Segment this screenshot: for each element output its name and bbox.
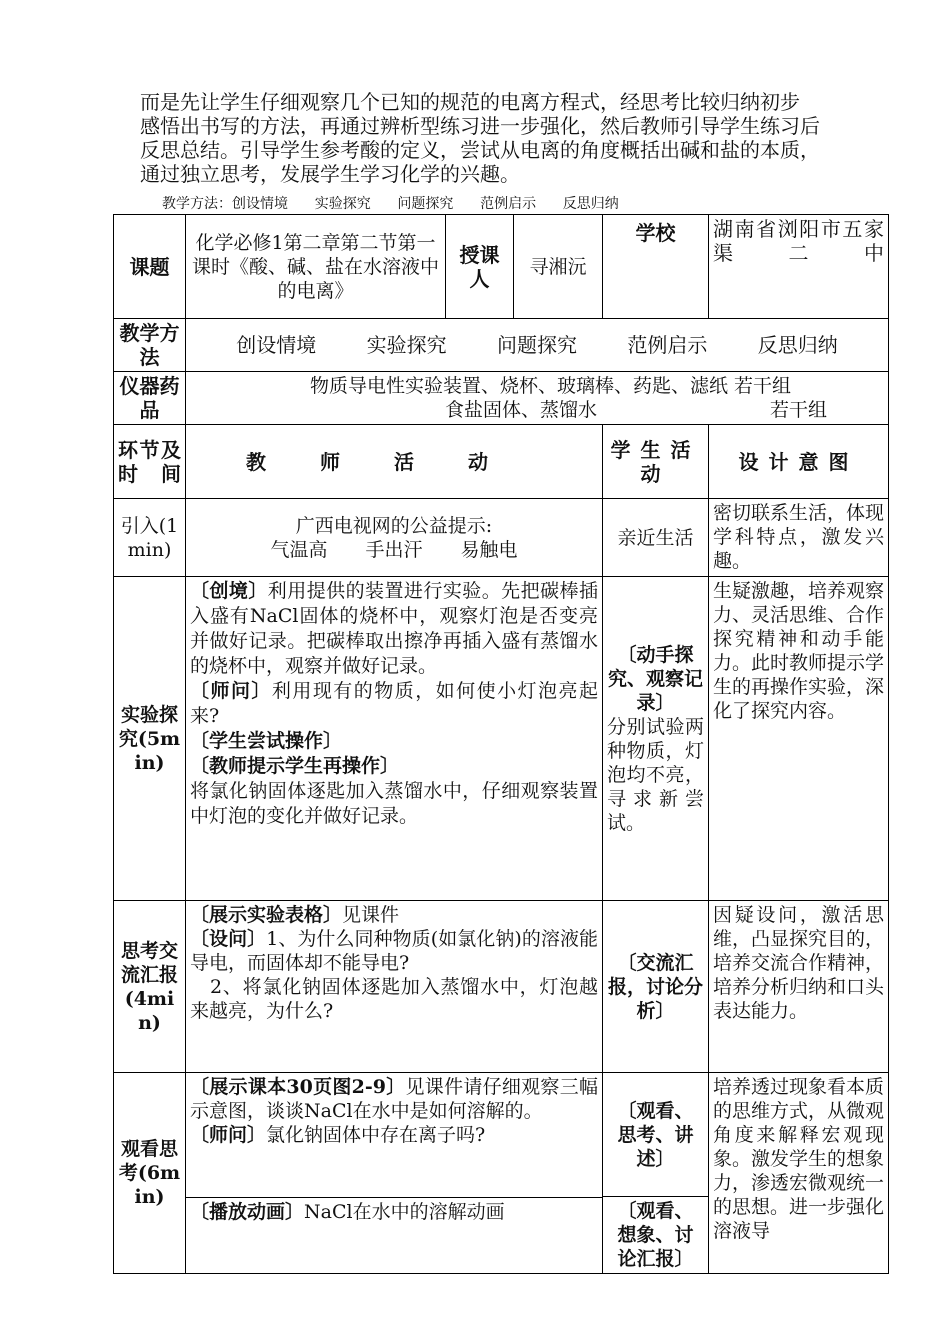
teacher-text: 氯化钠固体中存在离子吗? [266, 1124, 486, 1146]
intent-cell: 培养透过现象看本质的思维方式，从微观角度来解释宏观现象。激发学生的想象力，渗透宏微观统一的思想。进一步强化溶液导 [709, 1073, 889, 1274]
lesson-plan-table [113, 214, 889, 1274]
teacher-text: 利用提供的装置进行实验。先把碳棒插入盛有NaCl固体的烧杯中，观察灯泡是否变亮并做好记录。把碳棒取出擦净再插入盛有蒸馏水的烧杯中，观察并做好记录。 [190, 580, 598, 677]
teacher-text: NaCl在水中的溶解动画 [304, 1201, 505, 1223]
teacher-text: 广西电视网的公益提示: [295, 514, 493, 537]
method-row [114, 319, 889, 372]
stage-cell: 思考交流汇报(4min) [114, 901, 186, 1073]
teacher-bold-label: 〔展示课本30页图2-9〕 [190, 1076, 406, 1098]
teacher-text: 见课件 [342, 904, 400, 926]
stage-cell: 实验探究(5min) [114, 577, 186, 901]
teacher-activity-cell [186, 499, 603, 577]
topic-value: 化学必修1第二章第二节第一课时《酸、碱、盐在水溶液中的电离》 [186, 215, 446, 319]
stage-column-header: 环节及时间 [114, 425, 186, 499]
intro-line: 通过独立思考，发展学生学习化学的兴趣。 [140, 162, 520, 186]
method-item: 范例启示 [627, 333, 708, 357]
teacher-bold-label: 〔设问〕 [190, 928, 267, 950]
teacher-bold-label: 〔展示实验表格〕 [190, 904, 343, 926]
student-column-header: 学生活动 [603, 425, 709, 499]
intro-paragraph [140, 90, 880, 186]
teacher-activity-cell [186, 1073, 603, 1274]
intent-cell: 生疑激趣，培养观察力、灵活思维、合作探究精神和动手能力。此时教师提示学生的再操作实验，深化了探究内容。 [709, 577, 889, 901]
stage-cell: 观看思考(6min) [114, 1073, 186, 1274]
teacher-label: 授课人 [446, 215, 514, 319]
teaching-methods-line: 教学方法：创设情境 实验探究 问题探究 范例启示 反思归纳 [162, 196, 619, 212]
teacher-activity-cell [186, 901, 603, 1073]
intent-column-header: 设计意图 [709, 425, 889, 499]
student-activity-cell [603, 1073, 709, 1274]
teacher-bold-label: 〔播放动画〕 [190, 1201, 305, 1223]
header-row [114, 215, 889, 319]
intro-line: 感悟出书写的方法，再通过辨析型练习进一步强化，然后教师引导学生练习后 [140, 114, 820, 138]
experiment-stage-row [114, 577, 889, 901]
method-item: 实验探究 [366, 333, 447, 357]
teacher-subcell [186, 1073, 602, 1198]
intro-stage-row [114, 499, 889, 577]
method-item: 问题探究 [497, 333, 577, 357]
teacher-name: 寻湘沅 [514, 215, 603, 319]
student-text: 分别试验两种物质，灯泡均不亮，寻求新尝试。 [607, 715, 704, 834]
equipment-line: 食盐固体、蒸馏水 [445, 399, 598, 421]
teacher-text: 见课件请仔细观察三幅示意图，谈谈NaCl在水中是如何溶解的。 [190, 1076, 598, 1122]
stage-cell: 引入(1min) [114, 499, 186, 577]
intro-line: 反思总结。引导学生参考酸的定义，尝试从电离的角度概括出碱和盐的本质， [140, 138, 820, 162]
method-values [186, 319, 889, 372]
teacher-text: 2、将氯化钠固体逐匙加入蒸馏水中，灯泡越来越亮，为什么? [190, 976, 598, 1022]
intent-cell: 密切联系生活，体现学科特点，激发兴趣。 [709, 499, 889, 577]
equipment-quantity: 若干组 [770, 399, 828, 421]
student-bold-label: 〔动手探究、观察记录〕 [607, 643, 703, 714]
school-value: 湖南省浏阳市五家渠二中 [709, 215, 889, 319]
topic-label: 课题 [114, 215, 186, 319]
teacher-bold-label: 〔创境〕 [190, 580, 268, 602]
teacher-text: 将氯化钠固体逐匙加入蒸馏水中，仔细观察装置中灯泡的变化并做好记录。 [190, 780, 598, 827]
student-bold-label: 〔观看、想象、讨论汇报〕 [617, 1200, 694, 1270]
equipment-line: 物质导电性实验装置、烧杯、玻璃棒、药匙、滤纸 若干组 [310, 375, 792, 397]
teacher-text: 利用现有的物质，如何使小灯泡亮起来? [190, 680, 598, 727]
teacher-bold-label: 〔师问〕 [190, 680, 272, 702]
teacher-column-header: 教师活动 [186, 425, 603, 499]
student-activity-cell: 亲近生活 [603, 499, 709, 577]
equipment-values [186, 372, 889, 425]
equipment-row [114, 372, 889, 425]
intro-line: 而是先让学生仔细观察几个已知的规范的电离方程式，经思考比较归纳初步 [140, 90, 800, 114]
discussion-stage-row [114, 901, 889, 1073]
intent-cell: 因疑设问，激活思维，凸显探究目的，培养交流合作精神，培养分析归纳和口头表达能力。 [709, 901, 889, 1073]
teacher-activity-cell [186, 577, 603, 901]
method-item: 反思归纳 [757, 333, 838, 357]
student-activity-cell [603, 577, 709, 901]
teacher-bold-label: 〔教师提示学生再操作〕 [190, 755, 400, 777]
method-label: 教学方法 [114, 319, 186, 372]
student-bold-label: 〔观看、思考、讲述〕 [603, 1073, 708, 1197]
watch-stage-row [114, 1073, 889, 1274]
teacher-text: 1、为什么同种物质(如氯化钠)的溶液能导电，而固体却不能导电? [190, 928, 598, 974]
teacher-subcell [186, 1198, 602, 1226]
teacher-bold-label: 〔师问〕 [190, 1124, 267, 1146]
school-label: 学校 [603, 215, 709, 319]
method-item: 创设情境 [236, 333, 317, 357]
teacher-bold-label: 〔学生尝试操作〕 [190, 730, 343, 752]
teacher-text: 气温高 手出汗 易触电 [270, 538, 518, 561]
column-header-row [114, 425, 889, 499]
equipment-label: 仪器药品 [114, 372, 186, 425]
student-activity-cell: 〔交流汇报，讨论分析〕 [603, 901, 709, 1073]
